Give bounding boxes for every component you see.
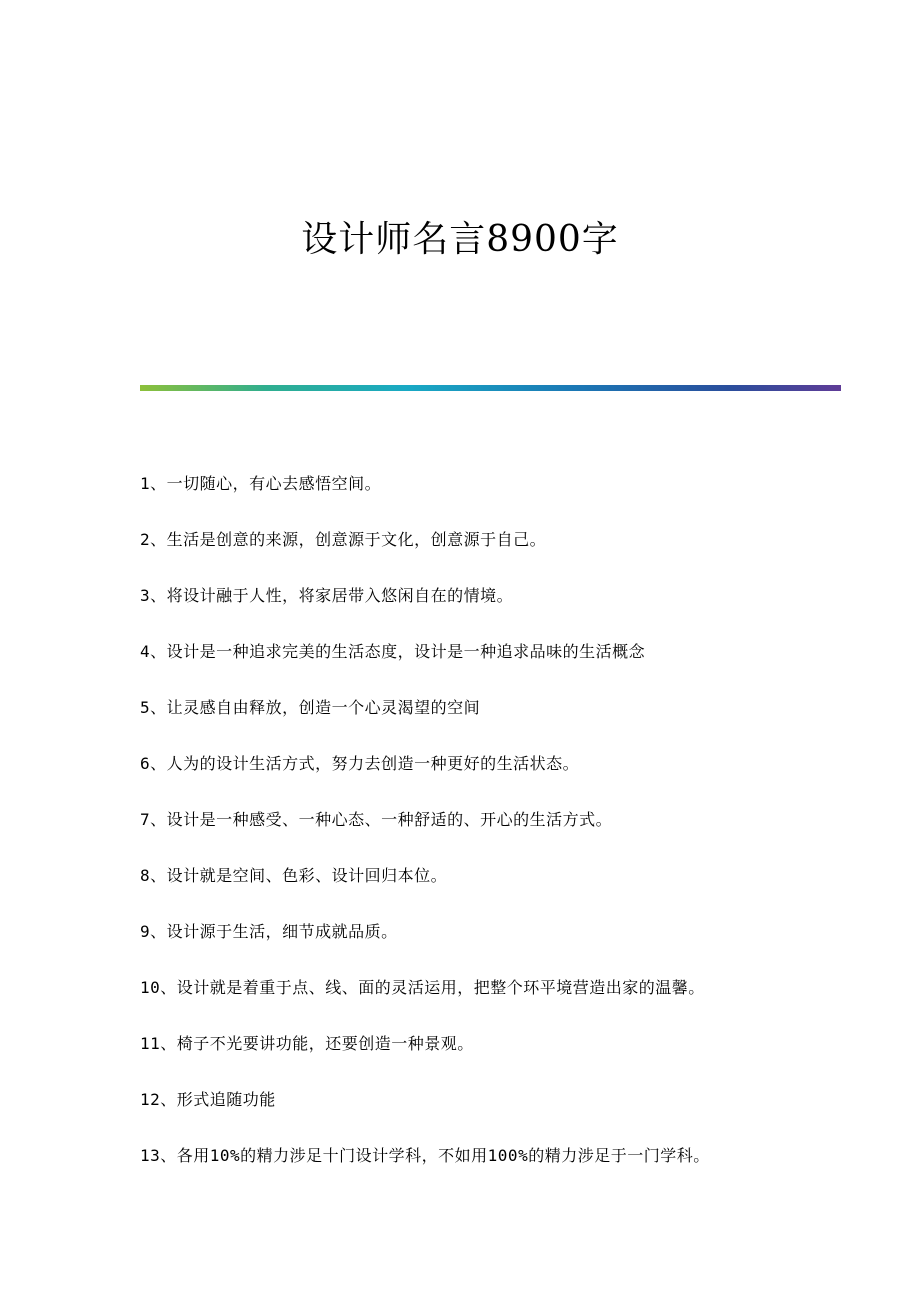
list-item: 12、形式追随功能 bbox=[140, 1090, 276, 1109]
quote-list bbox=[140, 470, 840, 1198]
list-item: 13、各用10%的精力涉足十门设计学科，不如用100%的精力涉足于一门学科。 bbox=[140, 1146, 710, 1165]
gradient-divider bbox=[140, 385, 841, 391]
list-item: 11、椅子不光要讲功能，还要创造一种景观。 bbox=[140, 1034, 474, 1053]
list-item: 3、将设计融于人性，将家居带入悠闲自在的情境。 bbox=[140, 586, 514, 605]
list-item: 7、设计是一种感受、一种心态、一种舒适的、开心的生活方式。 bbox=[140, 810, 613, 829]
list-item: 2、生活是创意的来源，创意源于文化，创意源于自己。 bbox=[140, 530, 547, 549]
list-item: 10、设计就是着重于点、线、面的灵活运用，把整个环平境营造出家的温馨。 bbox=[140, 978, 705, 997]
list-item: 8、设计就是空间、色彩、设计回归本位。 bbox=[140, 866, 448, 885]
list-item: 5、让灵感自由释放，创造一个心灵渴望的空间 bbox=[140, 698, 481, 717]
list-item: 4、设计是一种追求完美的生活态度，设计是一种追求品味的生活概念 bbox=[140, 642, 646, 661]
document-title: 设计师名言8900字 bbox=[301, 219, 619, 260]
list-item: 6、人为的设计生活方式，努力去创造一种更好的生活状态。 bbox=[140, 754, 580, 773]
list-item: 1、一切随心，有心去感悟空间。 bbox=[140, 474, 382, 493]
list-item: 9、设计源于生活，细节成就品质。 bbox=[140, 922, 398, 941]
